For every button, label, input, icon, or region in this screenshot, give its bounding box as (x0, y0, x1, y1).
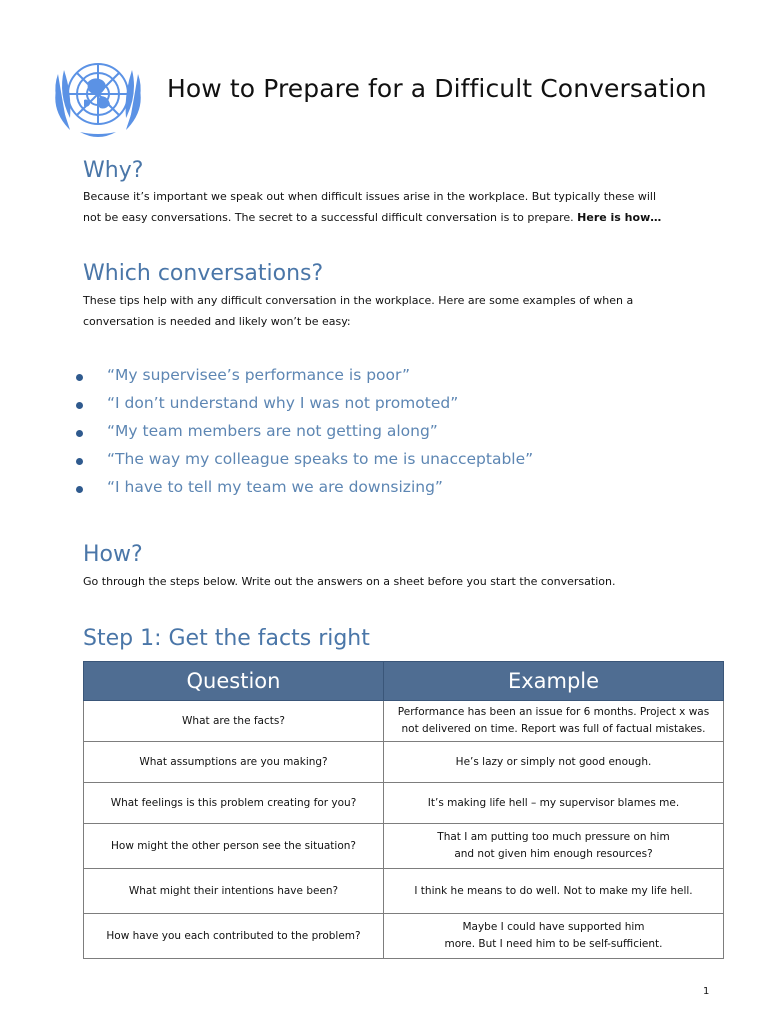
which-paragraph (83, 290, 683, 332)
example-cell: That I am putting too much pressure on him and not given him enough resources? (384, 824, 724, 869)
bullet-dot-icon (76, 402, 83, 409)
which-line-2: conversation is needed and likely won’t be easy: (83, 315, 351, 328)
question-cell: How might the other person see the situation? (84, 824, 384, 869)
question-cell: How have you each contributed to the problem? (84, 914, 384, 959)
example-cell: I think he means to do well. Not to make my life hell. (384, 869, 724, 914)
table-row (84, 869, 724, 914)
example-cell: Performance has been an issue for 6 months. Project x was not delivered on time. Report was full of factual mistakes. (384, 701, 724, 742)
table-row (84, 824, 724, 869)
table-row (84, 783, 724, 824)
question-cell: What are the facts? (84, 701, 384, 742)
why-line-2: not be easy conversations. The secret to a successful difficult conversation is to prepare. (83, 211, 574, 224)
which-heading: Which conversations? (83, 261, 324, 286)
how-paragraph: Go through the steps below. Write out the answers on a sheet before you start the conversation. (83, 575, 616, 588)
why-line-2-bold: Here is how… (577, 211, 662, 224)
example-cell: Maybe I could have supported him more. But I need him to be self-sufficient. (384, 914, 724, 959)
column-header-example: Example (384, 662, 724, 701)
table-header-row (84, 662, 724, 701)
bullet-dot-icon (76, 458, 83, 465)
column-header-question: Question (84, 662, 384, 701)
page-title: How to Prepare for a Difficult Conversation (167, 74, 707, 103)
example-cell: It’s making life hell – my supervisor blames me. (384, 783, 724, 824)
why-line-1: Because it’s important we speak out when difficult issues arise in the workplace. But typically these will (83, 190, 657, 203)
page-number: 1 (703, 986, 710, 997)
why-heading: Why? (83, 158, 144, 183)
table-row (84, 701, 724, 742)
bullet-dot-icon (76, 374, 83, 381)
example-cell: He’s lazy or simply not good enough. (384, 742, 724, 783)
question-cell: What might their intentions have been? (84, 869, 384, 914)
question-cell: What assumptions are you making? (84, 742, 384, 783)
un-emblem-icon (44, 44, 152, 152)
table-row (84, 742, 724, 783)
facts-table (83, 661, 724, 959)
why-paragraph (83, 186, 683, 228)
table-row (84, 914, 724, 959)
question-cell: What feelings is this problem creating for you? (84, 783, 384, 824)
step1-heading: Step 1: Get the facts right (83, 626, 370, 651)
which-line-1: These tips help with any difficult conversation in the workplace. Here are some examples of when a (83, 294, 634, 307)
how-heading: How? (83, 542, 143, 567)
bullet-dot-icon (76, 486, 83, 493)
bullet-dot-icon (76, 430, 83, 437)
